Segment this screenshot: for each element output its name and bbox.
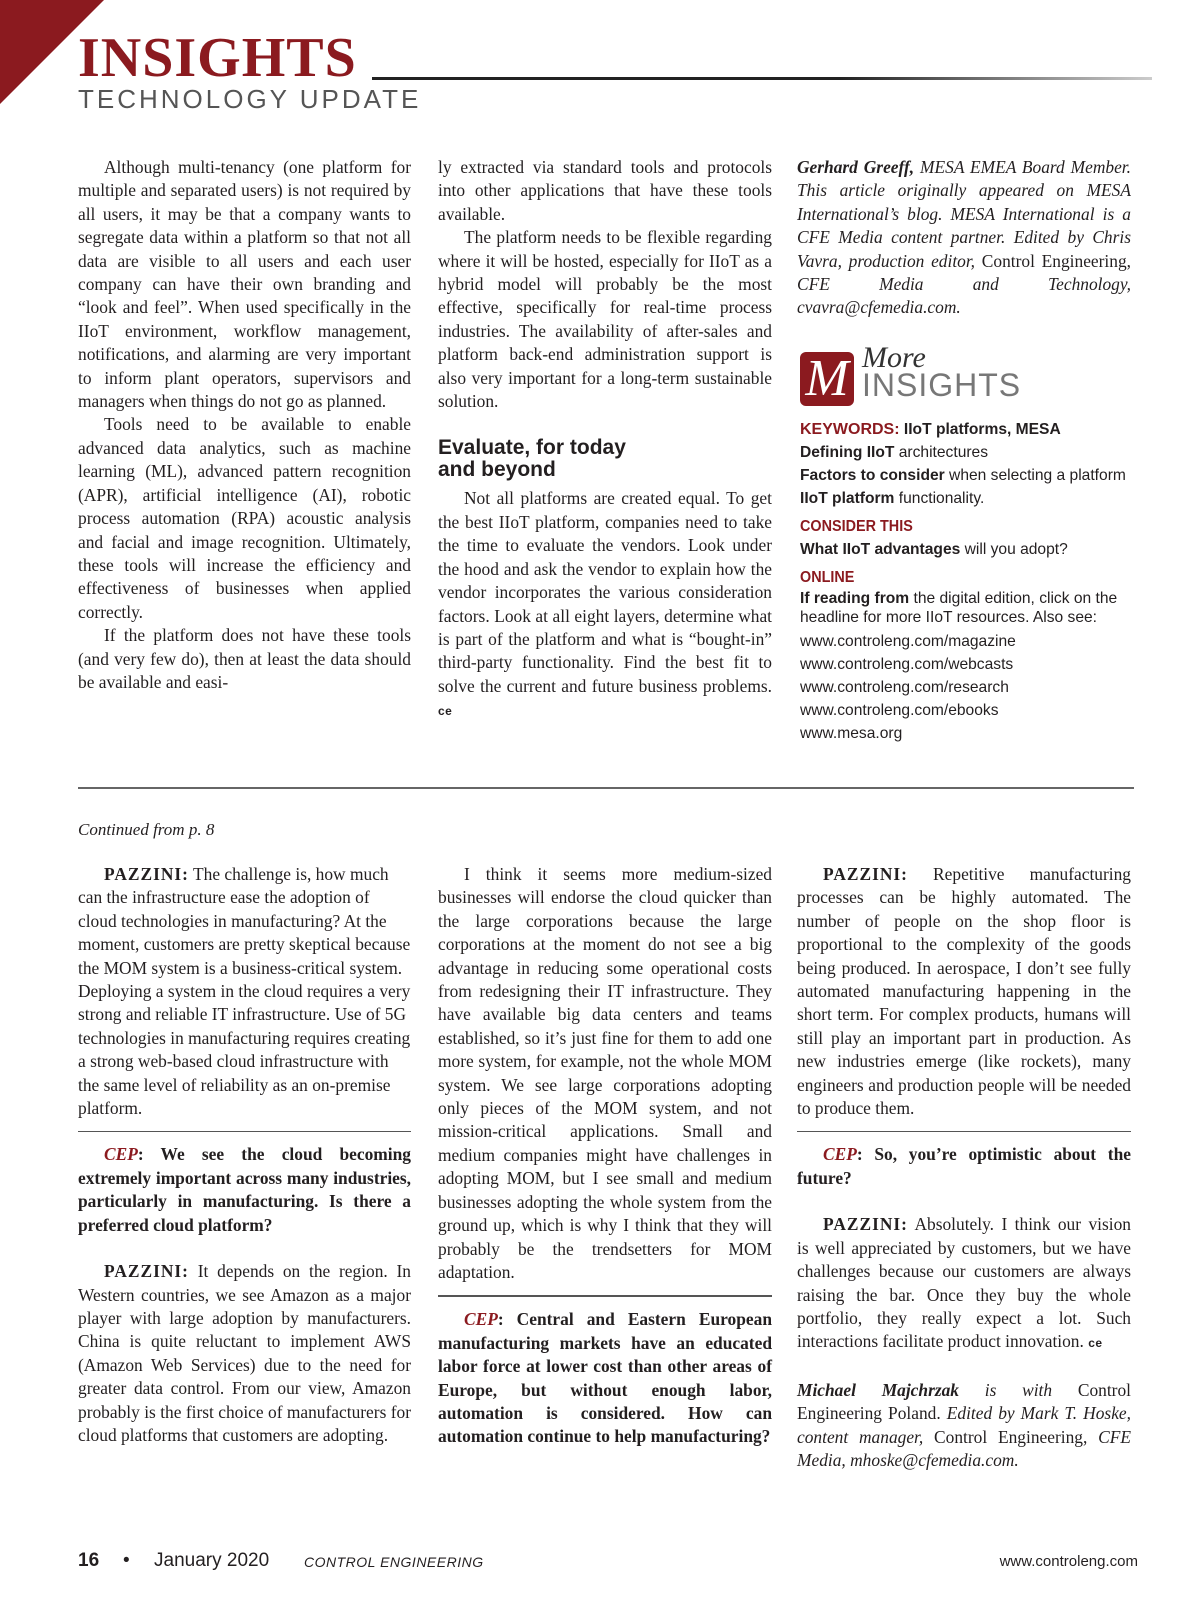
paragraph: If the platform does not have these tools (and very few do), then at least the data should be available and easi-	[78, 625, 411, 692]
paragraph: Tools need to be available to enable advanced data analytics, such as machine learning (ML), advanced pattern recognition (APR), artificial intelligence (AI), robotic process automation (RPA) acoustic analysis and facial and image recognition. Ultimately, these tools will increase the efficiency and effectiveness of businesses when applied correctly.	[78, 414, 411, 622]
keywords-line: KEYWORDS: IIoT platforms, MESA	[800, 421, 1061, 438]
paragraph: I think it seems more medium-sized businesses will endorse the cloud quicker than the large corporations because the large corporations at the moment do not see a big advantage in reducing some operational costs from redesigning their IT infrastructure. They have available big data centers and teams established, so it’s just fine for them to add one more system, for example, not the whole MOM system. We see large corporations adopting only pieces of the MOM system, and not mission-critical applications. Small and medium companies might have challenges in adopting MOM, but I see small and medium businesses adopting the whole system from the ground up, which is why I think that they will probably be the trendsetters for MOM adaptation.	[438, 864, 772, 1282]
resource-link[interactable]: www.controleng.com/ebooks	[800, 702, 999, 719]
resource-link[interactable]: www.controleng.com/research	[800, 679, 1009, 696]
top-column-2	[438, 156, 772, 724]
footer-bullet: •	[123, 1550, 130, 1571]
qa-divider	[78, 1131, 411, 1132]
resource-link[interactable]: www.controleng.com/magazine	[800, 633, 1016, 650]
subheading: Evaluate, for today and beyond	[438, 436, 626, 482]
consider-heading: CONSIDER THIS	[800, 518, 913, 535]
author-name: Gerhard Greeff,	[797, 157, 915, 177]
header-rule	[372, 77, 1152, 80]
keyword-item: Factors to consider when selecting a platform	[800, 467, 1126, 484]
author-bio: Gerhard Greeff, MESA EMEA Board Member. This article originally appeared on MESA International’s blog. MESA International is a CFE Media content partner. Edited by Chris Vavra, production editor, Control Engineering, CFE Media and Technology, cvavra@cfemedia.com.	[797, 157, 1131, 318]
paragraph: Not all platforms are created equal. To get the best IIoT platform, companies need to take the time to evaluate the vendors. Look under the hood and ask the vendor to explain how the vendor incorporates the various consideration factors. Look at all eight layers, determine what is part of the platform and what is “bought-in” third-party functionality. Find the best fit to solve the current and future business problems. ce	[438, 488, 772, 719]
issue-date: January 2020	[154, 1550, 270, 1571]
top-column-1	[78, 156, 411, 694]
section-title: INSIGHTS	[78, 27, 357, 89]
qa-divider	[797, 1131, 1131, 1132]
online-heading: ONLINE	[800, 569, 855, 586]
question: CEP: We see the cloud becoming extremely important across many industries, particularly in manufacturing. Is there a preferred cloud platform?	[78, 1144, 411, 1235]
section-divider	[78, 787, 1134, 789]
qa-divider	[438, 1295, 772, 1297]
resource-link[interactable]: www.mesa.org	[800, 725, 903, 742]
magazine-name: CONTROL ENGINEERING	[304, 1554, 484, 1570]
question: CEP: So, you’re optimistic about the future?	[797, 1144, 1131, 1188]
page-number: 16	[78, 1550, 100, 1571]
continued-note: Continued from p. 8	[78, 820, 215, 839]
keyword-item: IIoT platform functionality.	[800, 490, 985, 507]
resource-link[interactable]: www.controleng.com/webcasts	[800, 656, 1014, 673]
paragraph: PAZZINI: Repetitive manufacturing processes can be highly automated. The number of people on the shop floor is proportional to the complexity of the goods being produced. In aerospace, I don’t see fully automated manufacturing happening in the short term. For complex products, humans will still play an important part in production. As new industries emerge (like rockets), many engineers and production people will be needed to produce them.	[797, 864, 1131, 1119]
online-line: If reading from the digital edition, click on the headline for more IIoT resources. Also see:	[800, 590, 1118, 626]
author-bio: Michael Majchrzak is with Control Engineering Poland. Edited by Mark T. Hoske, content manager, Control Engineering, CFE Media, mhoske@cfemedia.com.	[797, 1379, 1131, 1470]
paragraph: PAZZINI: Absolutely. I think our vision is well appreciated by customers, but we have challenges because our customers are always raising the bar. Once they buy the whole portfolio, they really expect a lot. Such interactions facilitate product innovation. ce	[797, 1214, 1131, 1352]
paragraph: The platform needs to be flexible regarding where it will be hosted, especially for IIoT as a hybrid model will probably be the most effective, specifically for real-time process industries. The availability of after-sales and platform back-end administration support is also very important for a long-term sustainable solution.	[438, 227, 772, 412]
bottom-column-2	[438, 863, 772, 1449]
more-insights-logo: M More INSIGHTS	[800, 348, 1170, 410]
bottom-column-3	[797, 863, 1131, 1472]
paragraph: PAZZINI: The challenge is, how much can the infrastructure ease the adoption of cloud technologies in manufacturing? At the moment, customers are pretty skeptical because the MOM system is a business-critical system. Deploying a system in the cloud requires a very strong and reliable IT infrastructure. Use of 5G technologies in manufacturing requires creating a strong web-based cloud infrastructure with the same level of reliability as an on-premise platform.	[78, 864, 411, 1119]
paragraph: Although multi-tenancy (one platform for multiple and separated users) is not required by all users, it may be that a company wants to segregate data within a platform so that not all data are visible to all users and each user company can have their own branding and “look and feel”. When used specifically in the IIoT environment, workflow management, notifications, and alarming are very important to inform plant operators, supervisors and managers when things do not go as planned.	[78, 157, 411, 412]
keyword-item: Defining IIoT architectures	[800, 444, 989, 461]
more-insights-sidebar	[800, 341, 1170, 745]
paragraph: PAZZINI: It depends on the region. In Western countries, we see Amazon as a major player with large adoption by manufacturers. China is quite reluctant to implement AWS (Amazon Web Services) due to the need for greater data control. From our view, Amazon probably is the first choice of manufacturers for cloud platforms that customers are adopting.	[78, 1261, 411, 1445]
consider-line: What IIoT advantages will you adopt?	[800, 541, 1068, 558]
m-logo-icon: M	[800, 352, 854, 406]
section-subtitle: TECHNOLOGY UPDATE	[78, 84, 422, 114]
top-column-3-bio	[797, 156, 1131, 320]
paragraph: ly extracted via standard tools and protocols into other applications that have these tools available.	[438, 157, 772, 224]
bottom-column-1	[78, 863, 411, 1447]
end-mark: ce	[438, 704, 453, 719]
author-name: Michael Majchrzak	[797, 1379, 959, 1400]
end-mark: ce	[1088, 1336, 1103, 1351]
question: CEP: Central and Eastern European manufacturing markets have an educated labor force at lower cost than other areas of Europe, but without enough labor, automation is considered. How can automation continue to help manufacturing?	[438, 1309, 772, 1447]
footer-url[interactable]: www.controleng.com	[999, 1553, 1138, 1570]
